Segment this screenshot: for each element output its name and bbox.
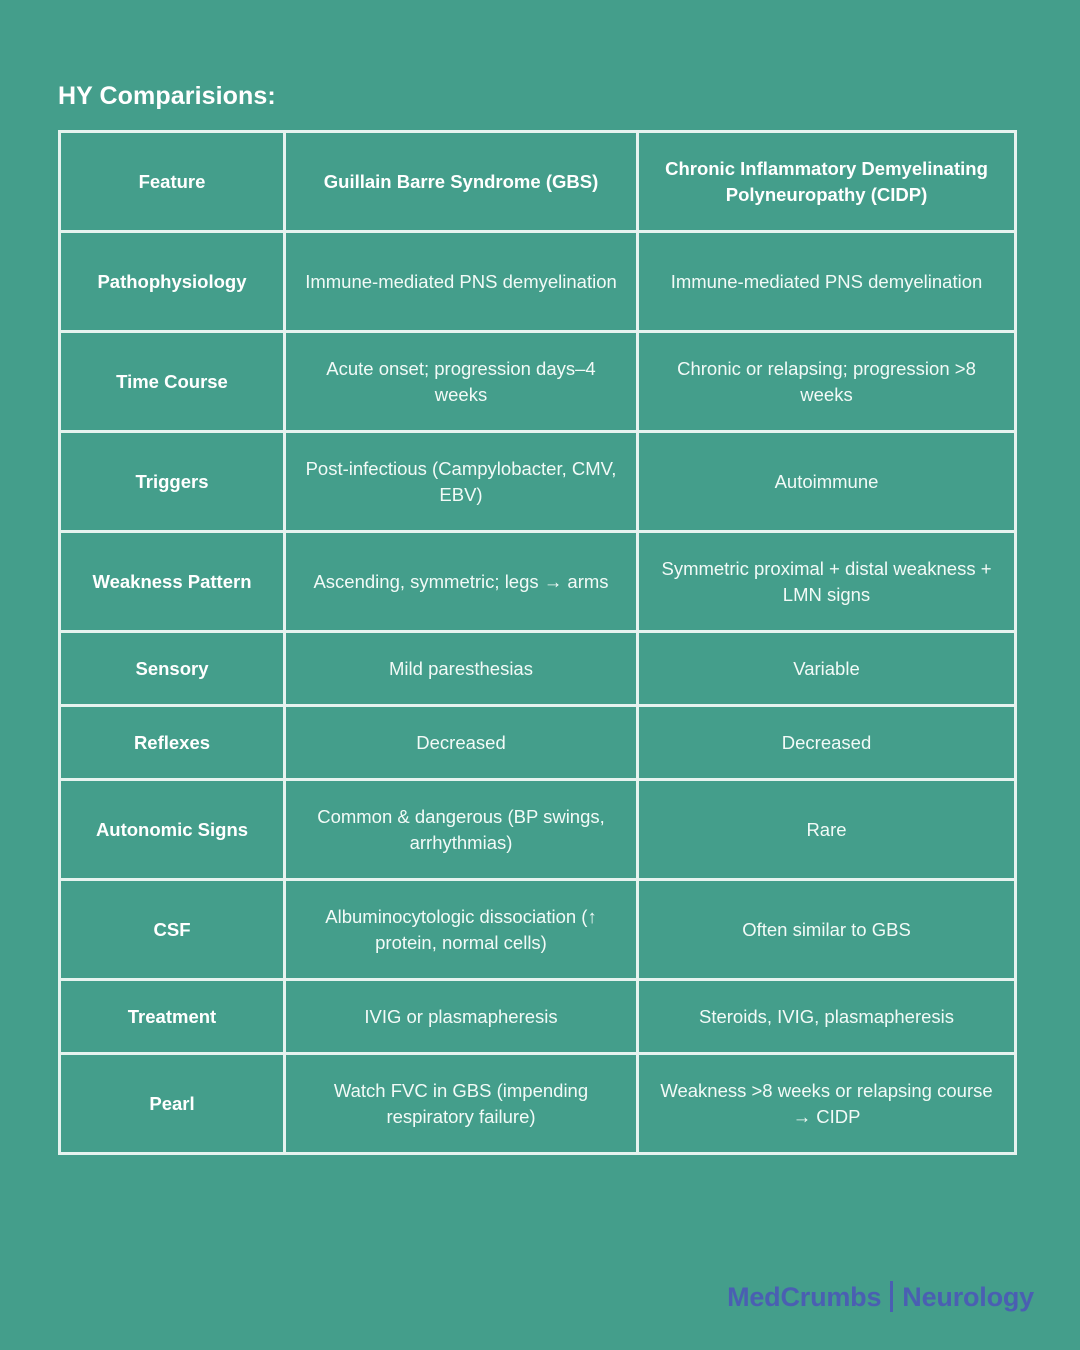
row-cidp-value: Variable <box>638 632 1016 706</box>
row-feature: CSF <box>60 880 285 980</box>
row-feature: Pearl <box>60 1054 285 1154</box>
row-feature: Pathophysiology <box>60 232 285 332</box>
row-cidp-value: Steroids, IVIG, plasmapheresis <box>638 980 1016 1054</box>
page-title: HY Comparisions: <box>58 82 276 110</box>
row-cidp-value: Rare <box>638 780 1016 880</box>
table-row <box>60 980 1016 1054</box>
row-cidp-value: Autoimmune <box>638 432 1016 532</box>
row-cidp-value: Decreased <box>638 706 1016 780</box>
table-row <box>60 632 1016 706</box>
row-cidp-value: Immune-mediated PNS demyelination <box>638 232 1016 332</box>
comparison-table <box>58 130 1017 1155</box>
row-feature: Sensory <box>60 632 285 706</box>
row-gbs-value: Common & dangerous (BP swings, arrhythmias) <box>285 780 638 880</box>
table-row <box>60 232 1016 332</box>
row-feature: Autonomic Signs <box>60 780 285 880</box>
table-row <box>60 1054 1016 1154</box>
header-cidp: Chronic Inflammatory Demyelinating Polyneuropathy (CIDP) <box>638 132 1016 232</box>
header-feature: Feature <box>60 132 285 232</box>
row-cidp-value: Often similar to GBS <box>638 880 1016 980</box>
row-feature: Time Course <box>60 332 285 432</box>
table-row <box>60 532 1016 632</box>
brand-section: Neurology <box>902 1282 1034 1312</box>
row-cidp-value: Chronic or relapsing; progression >8 weeks <box>638 332 1016 432</box>
row-feature: Reflexes <box>60 706 285 780</box>
table-row <box>60 706 1016 780</box>
row-feature: Weakness Pattern <box>60 532 285 632</box>
brand-divider <box>890 1281 893 1312</box>
table-row <box>60 332 1016 432</box>
table-row <box>60 880 1016 980</box>
row-gbs-value: Decreased <box>285 706 638 780</box>
table-row <box>60 432 1016 532</box>
brand-name: MedCrumbs <box>727 1282 882 1312</box>
row-cidp-value: Weakness >8 weeks or relapsing course → CIDP <box>638 1054 1016 1154</box>
brand-logo <box>727 1281 1034 1313</box>
row-gbs-value: Watch FVC in GBS (impending respiratory failure) <box>285 1054 638 1154</box>
header-gbs: Guillain Barre Syndrome (GBS) <box>285 132 638 232</box>
table-header-row <box>60 132 1016 232</box>
row-gbs-value: Mild paresthesias <box>285 632 638 706</box>
row-gbs-value: Post-infectious (Campylobacter, CMV, EBV) <box>285 432 638 532</box>
row-cidp-value: Symmetric proximal + distal weakness + LMN signs <box>638 532 1016 632</box>
row-gbs-value: Albuminocytologic dissociation (↑ protein, normal cells) <box>285 880 638 980</box>
row-gbs-value: Immune-mediated PNS demyelination <box>285 232 638 332</box>
row-gbs-value: Ascending, symmetric; legs → arms <box>285 532 638 632</box>
row-feature: Triggers <box>60 432 285 532</box>
row-feature: Treatment <box>60 980 285 1054</box>
table-row <box>60 780 1016 880</box>
row-gbs-value: Acute onset; progression days–4 weeks <box>285 332 638 432</box>
row-gbs-value: IVIG or plasmapheresis <box>285 980 638 1054</box>
